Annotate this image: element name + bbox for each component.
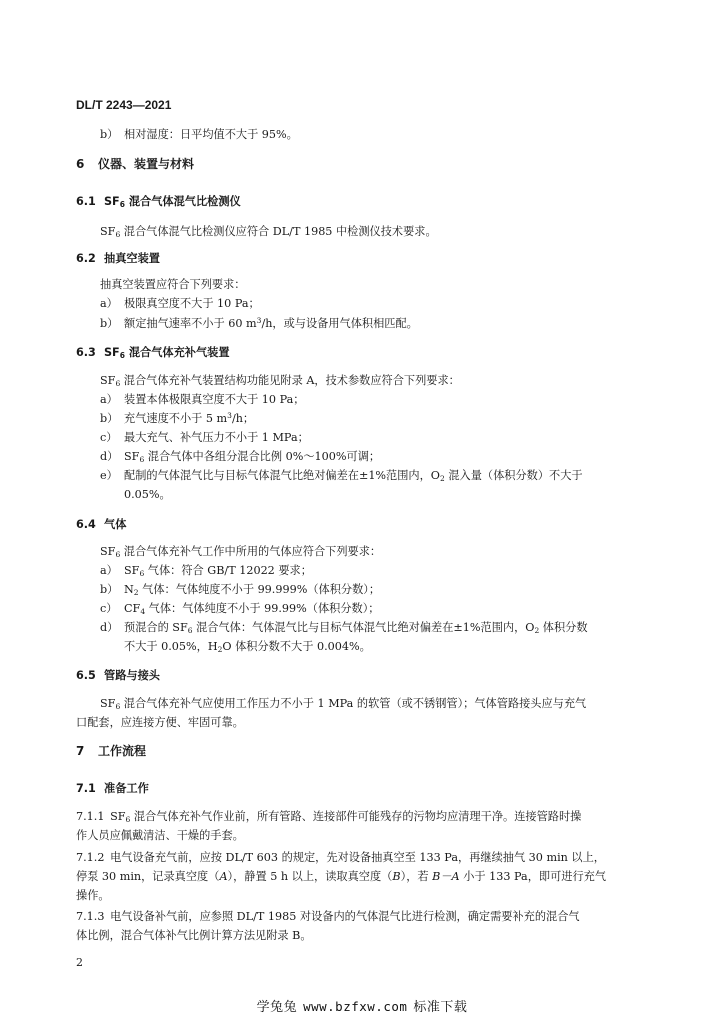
- paragraph: $SF_6$ 混合气体充补气应使用工作压力不小于 1 MPa 的软管（或不锈钢管）；气体管路接头应与充气: [100, 697, 587, 711]
- subsection-heading: 6.4 气体: [76, 518, 127, 531]
- clause-continuation: 作人员应佩戴清洁、干燥的手套。: [76, 829, 244, 842]
- paragraph-continuation: 口配套，应连接方便、牢固可靠。: [76, 716, 244, 729]
- list-item: a） $SF_6$ 气体：符合 GB/T 12022 要求；: [100, 564, 312, 578]
- paragraph: 抽真空装置应符合下列要求：: [100, 278, 246, 291]
- subsection-heading: 6.5 管路与接头: [76, 669, 160, 682]
- subsection-heading: 6.1 $SF_6$ 混合气体混气比检测仪: [76, 195, 241, 209]
- paragraph: $SF_6$ 混合气体混气比检测仪应符合 DL/T 1985 中检测仪技术要求。: [100, 225, 437, 239]
- watermark-footer: 学兔兔 www.bzfxw.com 标准下载: [256, 999, 468, 1015]
- clause: 7.1.3 电气设备补气前，应参照 DL/T 1985 对设备内的气体混气比进行检测，确定需要补充的混合气: [76, 910, 580, 923]
- list-item: c） 最大充气、补气压力不小于 1 MPa；: [100, 431, 309, 444]
- subsection-heading: 6.3 $SF_6$ 混合气体充补气装置: [76, 346, 230, 360]
- section-heading: 6 仪器、装置与材料: [76, 157, 195, 171]
- list-item: b） 相对湿度：日平均值不大于 95%。: [100, 128, 298, 141]
- list-item-continuation: 0.05%。: [124, 488, 171, 501]
- list-item: e） 配制的气体混气比与目标气体混气比绝对偏差在±1%范围内，$O_2$ 混入量（体积分数）不大于: [100, 469, 583, 483]
- clause-continuation: 操作。: [76, 889, 110, 902]
- paragraph: $SF_6$ 混合气体充补气装置结构功能见附录 A，技术参数应符合下列要求：: [100, 374, 460, 388]
- list-item: b） 充气速度不小于 5 $m^3/h$；: [100, 411, 255, 425]
- list-item-continuation: 不大于 0.05%，$H_2O$ 体积分数不大于 0.004%。: [124, 640, 371, 654]
- document-header: DL/T 2243—2021: [76, 98, 172, 112]
- list-item: d） 预混合的 $SF_6$ 混合气体：气体混气比与目标气体混气比绝对偏差在±1%范围内，$O_2$ 体积分数: [100, 621, 588, 635]
- subsection-heading: 6.2 抽真空装置: [76, 252, 160, 265]
- list-item: d） $SF_6$ 混合气体中各组分混合比例 0%～100%可调；: [100, 450, 381, 464]
- page-number: 2: [76, 956, 83, 969]
- clause-continuation: 体比例，混合气体补气比例计算方法见附录 B。: [76, 929, 312, 942]
- list-item: b） 额定抽气速率不小于 60 $m^3/h$，或与设备用气体积相匹配。: [100, 316, 418, 330]
- clause-continuation: 停泵 30 min，记录真空度（A），静置 5 h 以上，读取真空度（B），若 B－A 小于 133 Pa，即可进行充气: [76, 870, 607, 883]
- list-item: a） 极限真空度不大于 10 Pa；: [100, 297, 260, 310]
- subsection-heading: 7.1 准备工作: [76, 782, 149, 795]
- paragraph: $SF_6$ 混合气体充补气工作中所用的气体应符合下列要求：: [100, 545, 382, 559]
- section-heading: 7 工作流程: [76, 744, 147, 758]
- list-item: a） 装置本体极限真空度不大于 10 Pa；: [100, 393, 305, 406]
- list-item: b） $N_2$ 气体：气体纯度不小于 99.999%（体积分数）；: [100, 583, 381, 597]
- list-item: c） $CF_4$ 气体：气体纯度不小于 99.99%（体积分数）；: [100, 602, 380, 616]
- clause: 7.1.2 电气设备充气前，应按 DL/T 603 的规定，先对设备抽真空至 133 Pa，再继续抽气 30 min 以上，: [76, 851, 605, 864]
- clause: 7.1.1 $SF_6$ 混合气体充补气作业前，所有管路、连接部件可能残存的污物均应清理干净。连接管路时操: [76, 810, 582, 824]
